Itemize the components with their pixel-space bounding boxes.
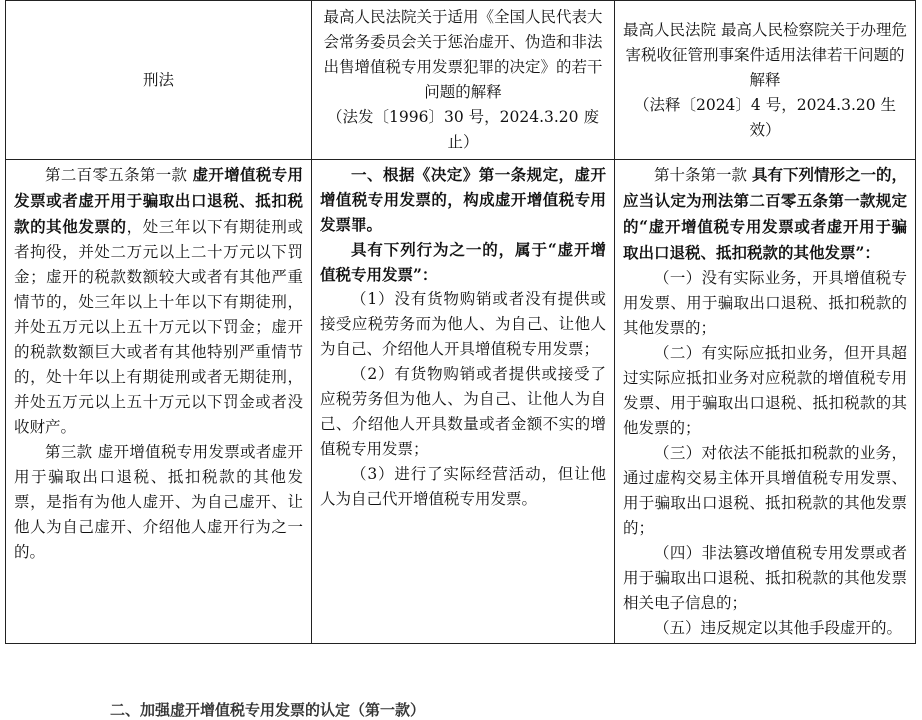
article-205-paragraph-3: 第三款 虚开增值税专用发票或者虚开用于骗取出口退税、抵扣税款的其他发票，是指有为他人虚开、为自己虚开、让他人为自己虚开、介绍他人虚开行为之一的。: [14, 443, 303, 561]
criminal-law-text: [6, 160, 312, 644]
content-row: [6, 160, 916, 644]
interp-1996-item-1: （1）没有货物购销或者没有提供或接受应税劳务而为他人、为自己、让他人为自己、介绍他人开具增值税专用发票；: [320, 290, 606, 358]
header-2024-interpretation: [615, 1, 916, 160]
article-205-bold: 虚开增值税专用发票或者虚开用于骗取出口退税、抵扣税款的其他发票的: [14, 165, 303, 236]
law-comparison-table: [5, 0, 916, 644]
interp-2024-item-2: （二）有实际应抵扣业务，但开具超过实际应抵扣业务对应税款的增值税专用发票、用于骗取出口退税、抵扣税款的其他发票的；: [623, 344, 907, 437]
interpretation-1996-text: [312, 160, 615, 644]
interp-2024-article-10: [623, 162, 907, 266]
interp-2024-bold: 具有下列情形之一的，应当认定为刑法第二百零五条第一款规定的“虚开增值税专用发票或者虚开用于骗取出口退税、抵扣税款的其他发票”：: [623, 165, 907, 262]
header-1996-note: （法发〔1996〕30 号，2024.3.20 废止）: [327, 108, 599, 151]
header-row: [6, 1, 916, 160]
interpretation-2024-text: [615, 160, 916, 644]
interp-2024-item-4: （四）非法篡改增值税专用发票或者用于骗取出口退税、抵扣税款的其他发票相关电子信息的；: [623, 544, 907, 612]
interp-2024-item-3: （三）对依法不能抵扣税款的业务，通过虚构交易主体开具增值税专用发票、用于骗取出口退税、抵扣税款的其他发票的；: [623, 444, 907, 537]
article-205-rest: ，处三年以下有期徒刑或者拘役，并处二万元以上二十万元以下罚金；虚开的税款数额较大或者有其他严重情节的，处三年以上十年以下有期徒刑，并处五万元以上五十万元以下罚金；虚开的税款数额巨大或者有其他特别严重情节的，处十年以上有期徒刑或者无期徒刑，并处五万元以上五十万元以下罚金或者没收财产。: [14, 218, 303, 436]
header-1996-title: 最高人民法院关于适用《全国人民代表大会常务委员会关于惩治虚开、伪造和非法出售增值税专用发票犯罪的决定》的若干问题的解释: [323, 8, 603, 101]
next-section-heading-fragment: 二、加强虚开增值税专用发票的认定（第一款）: [110, 701, 426, 719]
article-205-lead: 第二百零五条第一款: [45, 166, 193, 184]
header-criminal-law-label: 刑法: [142, 70, 174, 89]
interp-2024-item-1: （一）没有实际业务，开具增值税专用发票、用于骗取出口退税、抵扣税款的其他发票的；: [623, 269, 907, 337]
interp-2024-lead: 第十条第一款: [654, 166, 752, 184]
header-2024-title: 最高人民法院 最高人民检察院关于办理危害税收征管刑事案件适用法律若干问题的解释: [623, 20, 907, 89]
interp-2024-item-5: （五）违反规定以其他手段虚开的。: [654, 619, 903, 637]
header-criminal-law: [6, 1, 312, 160]
interp-1996-intro: 具有下列行为之一的，属于“虚开增值税专用发票”：: [320, 240, 606, 284]
interp-1996-item-2: （2）有货物购销或者提供或接受了应税劳务但为他人、为自己、让他人为自己、介绍他人开具数量或者金额不实的增值税专用发票；: [320, 365, 606, 458]
interp-1996-rule: 一、根据《决定》第一条规定，虚开增值税专用发票的，构成虚开增值税专用发票罪。: [320, 165, 606, 234]
header-1996-interpretation: [312, 1, 615, 160]
article-205-paragraph-1: [14, 162, 303, 440]
interp-1996-item-3: （3）进行了实际经营活动，但让他人为自己代开增值税专用发票。: [320, 465, 606, 508]
header-2024-note: （法释〔2024〕4 号，2024.3.20 生效）: [633, 95, 897, 139]
